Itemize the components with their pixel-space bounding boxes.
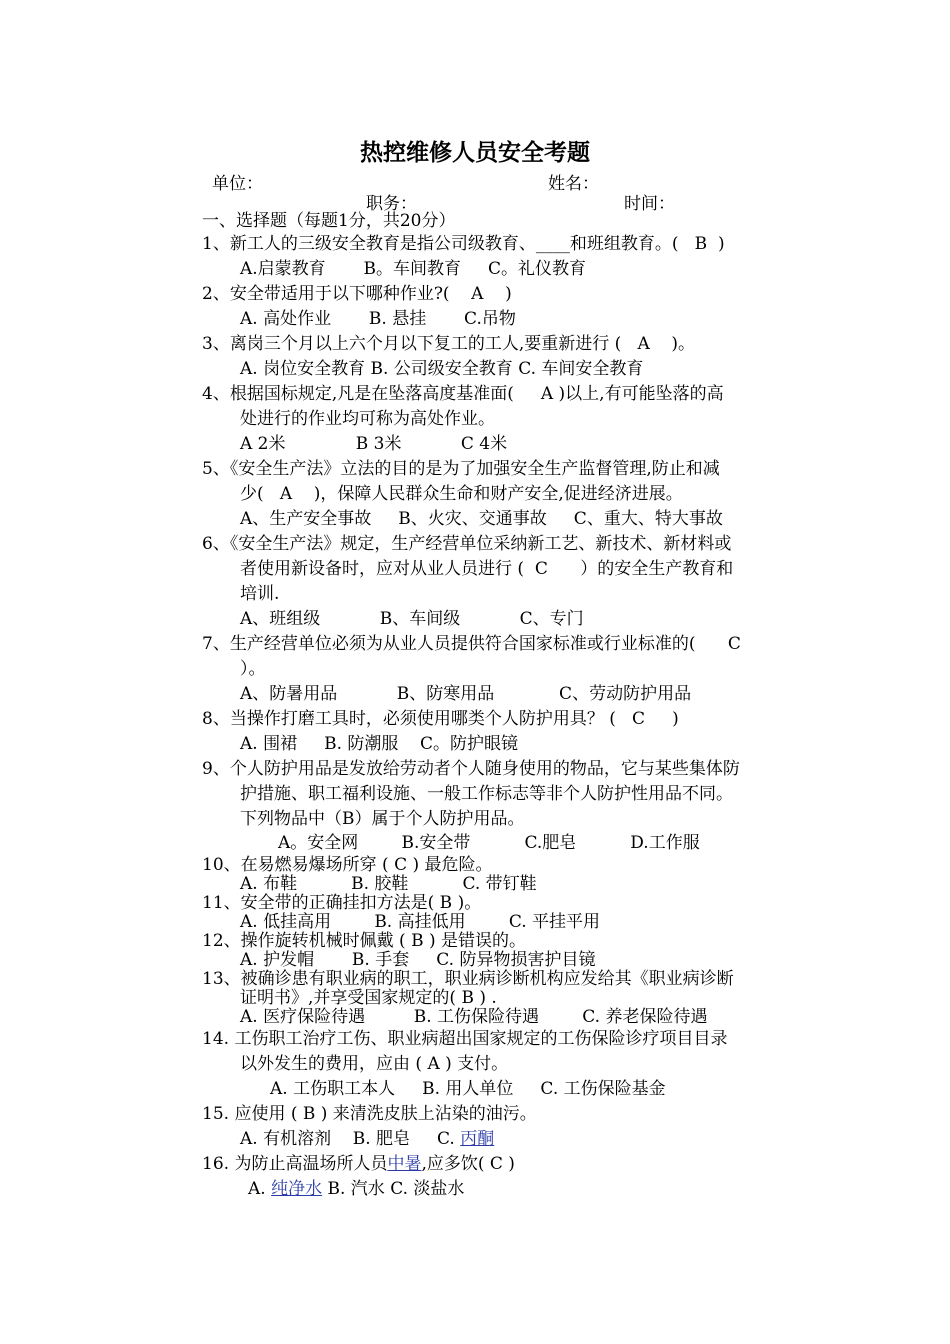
question-11-options: A. 低挂高用 B. 高挂低用 C. 平挂平用 [240,912,601,932]
time-label: 时间： [624,194,675,214]
heatstroke-link[interactable]: 中暑 [387,1154,422,1174]
question-1: 1、新工人的三级安全教育是指公司级教育、____和班组教育。( B ) [202,234,725,254]
question-8-options: A. 围裙 B. 防潮服 C。防护眼镜 [240,734,519,754]
question-13-cont: 证明书》,并享受国家规定的( B ) . [240,988,497,1008]
question-8: 8、当操作打磨工具时，必须使用哪类个人防护用具？ ( C ) [202,709,679,729]
question-14-cont: 以外发生的费用，应由 ( A ) 支付。 [240,1054,509,1074]
question-15: 15. 应使用 ( B ) 来清洗皮肤上沾染的油污。 [202,1104,537,1124]
position-label: 职务： [366,194,417,214]
question-3-options: A. 岗位安全教育 B. 公司级安全教育 C. 车间安全教育 [240,359,644,379]
pure-water-link[interactable]: 纯净水 [271,1179,323,1199]
question-5-cont: 少( A )，保障人民群众生命和财产安全,促进经济进展。 [240,484,683,504]
question-6-cont-2: 培训. [240,584,280,604]
question-16-options [248,1178,464,1200]
question-11: 11、安全带的正确挂扣方法是( B )。 [202,893,482,913]
question-5: 5、《安全生产法》立法的目的是为了加强安全生产监督管理,防止和减 [202,459,720,479]
name-label: 姓名： [548,174,599,194]
question-16-options-rest: B. 汽水 C. 淡盐水 [322,1179,465,1199]
question-9-options: A。安全网 B.安全带 C.肥皂 D.工作服 [278,833,700,853]
question-4: 4、根据国标规定,凡是在坠落高度基准面( A )以上,有可能坠落的高 [202,384,724,404]
question-9: 9、个人防护用品是发放给劳动者个人随身使用的物品，它与某些集体防 [202,759,740,779]
question-10-options: A. 布鞋 B. 胶鞋 C. 带钉鞋 [240,874,537,894]
question-14-options: A. 工伤职工本人 B. 用人单位 C. 工伤保险基金 [270,1079,666,1099]
question-10: 10、在易燃易爆场所穿 ( C ) 最危险。 [202,855,493,875]
question-1-options: A.启蒙教育 B。车间教育 C。礼仪教育 [240,259,587,279]
question-9-cont: 护措施、职工福利设施、一般工作标志等非个人防护性用品不同。 [240,784,733,804]
question-7-options: A、防暑用品 B、防寒用品 C、劳动防护用品 [240,684,692,704]
question-12-options: A. 护发帽 B. 手套 C. 防异物损害护目镜 [240,950,596,970]
question-5-options: A、生产安全事故 B、火灾、交通事故 C、重大、特大事故 [240,509,723,529]
question-4-cont: 处进行的作业均可称为高处作业。 [240,409,495,429]
question-9-cont-2: 下列物品中（B）属于个人防护用品。 [240,809,525,829]
section-heading: 一、选择题（每题1分，共20分） [202,211,456,231]
question-12: 12、操作旋转机械时佩戴 ( B ) 是错误的。 [202,931,527,951]
question-6-cont: 者使用新设备时，应对从业人员进行 ( C ）的安全生产教育和 [240,559,734,579]
question-4-options: A 2米 B 3米 C 4米 [240,434,508,454]
unit-label: 单位： [212,174,263,194]
acetone-link[interactable]: 丙酮 [460,1129,495,1149]
question-16-text: 16. 为防止高温场所人员 [202,1154,388,1174]
question-14: 14. 工伤职工治疗工伤、职业病超出国家规定的工伤保险诊疗项目目录 [202,1029,728,1049]
question-13-options: A. 医疗保险待遇 B. 工伤保险待遇 C. 养老保险待遇 [240,1007,708,1027]
question-16-text-after: ,应多饮( C ) [421,1154,515,1174]
question-2: 2、安全带适用于以下哪种作业?( A ) [202,284,512,304]
question-7-cont: ）。 [240,659,266,679]
page-title: 热控维修人员安全考题 [360,140,590,166]
question-16-options-prefix: A. [248,1179,272,1199]
question-15-options-text: A. 有机溶剂 B. 肥皂 C. [240,1129,461,1149]
question-16 [202,1153,515,1175]
question-6: 6、《安全生产法》规定，生产经营单位采纳新工艺、新技术、新材料或 [202,534,732,554]
question-2-options: A. 高处作业 B. 悬挂 C.吊物 [240,309,516,329]
question-6-options: A、班组级 B、车间级 C、专门 [240,609,584,629]
question-3: 3、离岗三个月以上六个月以下复工的工人,要重新进行 ( A )。 [202,334,695,354]
question-7: 7、生产经营单位必须为从业人员提供符合国家标准或行业标准的( C [202,634,741,654]
question-13: 13、被确诊患有职业病的职工，职业病诊断机构应发给其《职业病诊断 [202,969,734,989]
question-15-options [240,1128,494,1150]
